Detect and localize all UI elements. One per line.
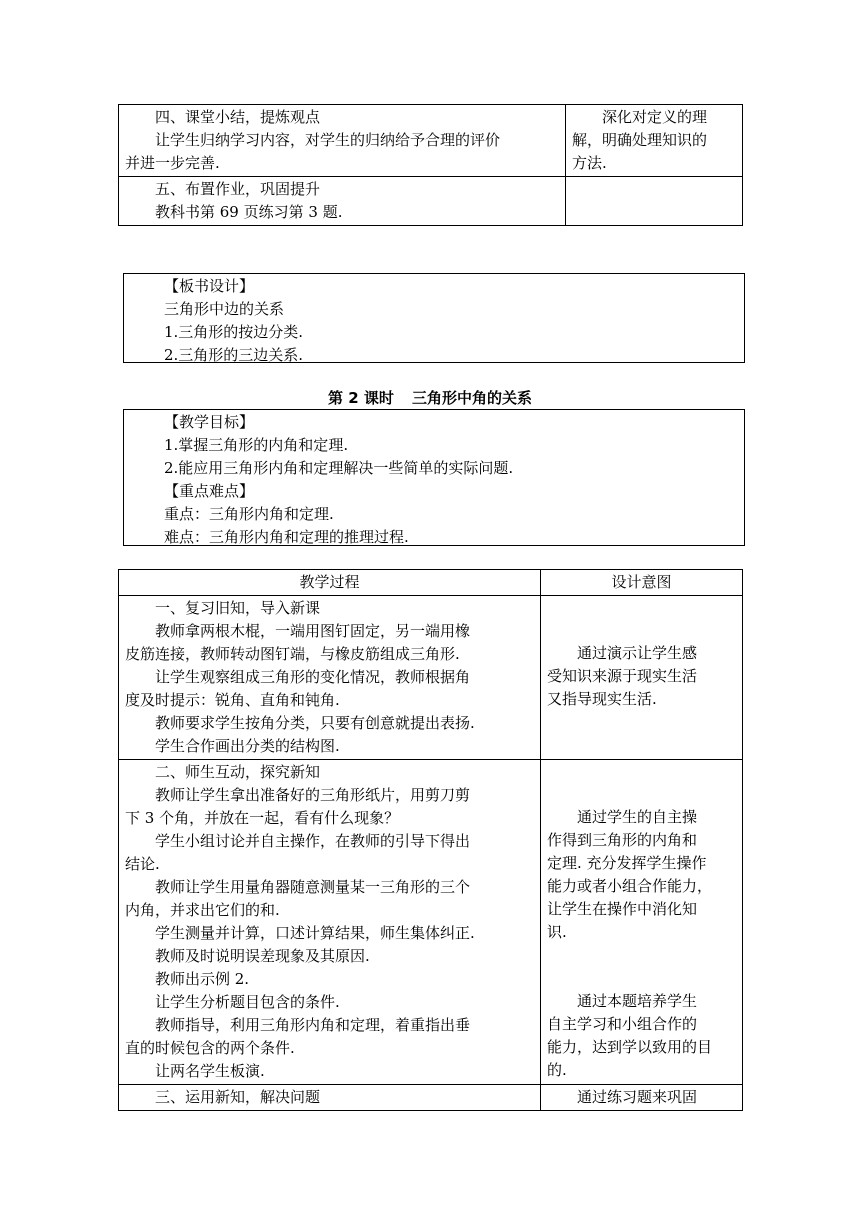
intent-line: 自主学习和小组合作的 xyxy=(547,1015,698,1033)
paragraph-line: 学生小组讨论并自主操作，在教师的引导下得出 xyxy=(155,832,471,850)
intent-line: 通过学生的自主操 xyxy=(577,808,698,826)
intent-line: 定理. 充分发挥学生操作 xyxy=(547,854,707,872)
key-points-title: 【重点难点】 xyxy=(164,482,255,500)
paragraph-line: 教师要求学生按角分类，只要有创意就提出表扬. xyxy=(155,714,475,732)
paragraph-line: 皮筋连接，教师转动图钉端，与橡皮筋组成三角形. xyxy=(125,645,460,663)
paragraph-line: 让两名学生板演. xyxy=(155,1062,265,1080)
intent-line: 方法. xyxy=(572,154,607,172)
lesson-number: 第 2 课时 xyxy=(328,389,394,407)
paragraph-line: 教师指导，利用三角形内角和定理，着重指出垂 xyxy=(155,1016,471,1034)
paragraph-line: 让学生观察组成三角形的变化情况，教师根据角 xyxy=(155,668,471,686)
table-row xyxy=(119,177,743,226)
table-row xyxy=(119,1085,743,1111)
table-row xyxy=(119,105,743,177)
intent-cell xyxy=(541,596,743,760)
intent-cell xyxy=(541,760,743,1085)
section-heading: 五、布置作业，巩固提升 xyxy=(155,180,321,198)
paragraph-line: 教师及时说明误差现象及其原因. xyxy=(155,947,370,965)
intent-line: 作得到三角形的内角和 xyxy=(547,831,698,849)
goal-item: 2.能应用三角形内角和定理解决一些简单的实际问题. xyxy=(164,459,514,477)
intent-line: 解，明确处理知识的 xyxy=(572,131,708,149)
teaching-goals-box xyxy=(123,409,745,546)
intent-line: 识. xyxy=(547,923,567,941)
paragraph-line: 并进一步完善. xyxy=(125,154,220,172)
board-line: 2.三角形的三边关系. xyxy=(164,346,304,364)
table-header-row xyxy=(119,570,743,596)
intent-line: 又指导现实生活. xyxy=(547,690,657,708)
process-cell xyxy=(119,760,541,1085)
header-process: 教学过程 xyxy=(119,570,541,596)
difficult-point: 难点：三角形内角和定理的推理过程. xyxy=(164,528,409,546)
goal-item: 1.掌握三角形的内角和定理. xyxy=(164,436,349,454)
paragraph-line: 直的时候包含的两个条件. xyxy=(125,1039,295,1057)
paragraph-line: 教师让学生拿出准备好的三角形纸片，用剪刀剪 xyxy=(155,786,471,804)
header-intent: 设计意图 xyxy=(541,570,743,596)
intent-line: 通过演示让学生感 xyxy=(577,644,698,662)
board-line: 1.三角形的按边分类. xyxy=(164,323,304,341)
process-cell xyxy=(119,105,566,177)
section-heading: 四、课堂小结，提炼观点 xyxy=(155,108,321,126)
paragraph-line: 学生合作画出分类的结构图. xyxy=(155,737,340,755)
process-cell xyxy=(119,596,541,760)
intent-cell xyxy=(541,1085,743,1111)
lesson-process-table xyxy=(118,569,743,1111)
intent-line: 能力或者小组合作能力， xyxy=(547,877,713,895)
paragraph-line: 度及时提示：锐角、直角和钝角. xyxy=(125,691,340,709)
goals-title: 【教学目标】 xyxy=(164,413,255,431)
process-cell xyxy=(119,177,566,226)
intent-line: 让学生在操作中消化知 xyxy=(547,900,698,918)
board-line: 三角形中边的关系 xyxy=(164,300,285,318)
lesson-heading xyxy=(0,387,860,410)
intent-line: 的. xyxy=(547,1061,567,1079)
paragraph-line: 结论. xyxy=(125,855,160,873)
intent-line: 能力，达到学以致用的目 xyxy=(547,1038,713,1056)
intent-line: 深化对定义的理 xyxy=(602,108,708,126)
process-cell xyxy=(119,1085,541,1111)
paragraph-line: 下 3 个角，并放在一起，看有什么现象？ xyxy=(125,809,400,827)
paragraph-line: 教科书第 69 页练习第 3 题. xyxy=(155,203,343,221)
section-heading: 一、复习旧知，导入新课 xyxy=(155,599,321,617)
intent-line: 通过练习题来巩固 xyxy=(577,1088,698,1106)
paragraph-line: 学生测量并计算，口述计算结果，师生集体纠正. xyxy=(155,924,475,942)
key-point: 重点：三角形内角和定理. xyxy=(164,505,334,523)
board-design-title: 【板书设计】 xyxy=(164,277,255,295)
paragraph-line: 教师出示例 2. xyxy=(155,970,250,988)
table-row xyxy=(119,596,743,760)
paragraph-line: 教师拿两根木棍，一端用图钉固定，另一端用橡 xyxy=(155,622,471,640)
intent-cell-empty xyxy=(566,177,743,226)
paragraph-line: 让学生分析题目包含的条件. xyxy=(155,993,340,1011)
lesson-process-table-top xyxy=(118,104,743,226)
lesson-title: 三角形中角的关系 xyxy=(411,389,532,407)
section-heading: 二、师生互动，探究新知 xyxy=(155,763,321,781)
paragraph-line: 让学生归纳学习内容，对学生的归纳给予合理的评价 xyxy=(155,131,501,149)
table-row xyxy=(119,760,743,1085)
paragraph-line: 教师让学生用量角器随意测量某一三角形的三个 xyxy=(155,878,471,896)
intent-cell xyxy=(566,105,743,177)
section-heading: 三、运用新知，解决问题 xyxy=(155,1088,321,1106)
paragraph-line: 内角，并求出它们的和. xyxy=(125,901,280,919)
board-design-box xyxy=(123,273,745,363)
intent-line: 受知识来源于现实生活 xyxy=(547,667,698,685)
intent-line: 通过本题培养学生 xyxy=(577,992,698,1010)
